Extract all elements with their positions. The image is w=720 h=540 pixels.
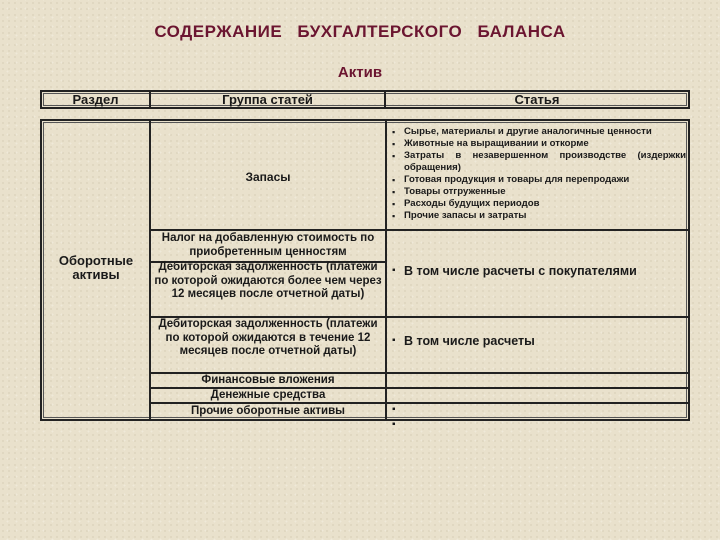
list-item: ▪ Готовая продукция и товары для перепродажи <box>392 174 630 185</box>
bullet-icon: ▪ <box>392 187 396 197</box>
group-inventory: Запасы <box>245 170 291 184</box>
group-financial: Финансовые вложения <box>201 374 335 386</box>
article-receivables-short: ▪ В том числе расчеты <box>392 334 535 348</box>
inventory-items <box>390 126 686 222</box>
group-other: Прочие оборотные активы <box>190 405 345 417</box>
slide-title: СОДЕРЖАНИЕ БУХГАЛТЕРСКОГО БАЛАНСА <box>154 22 566 41</box>
balance-table <box>40 119 690 430</box>
bullet-icon: ▪ <box>392 151 396 161</box>
header-table <box>40 90 690 109</box>
bullet-icon: ▪ <box>392 419 396 430</box>
slide-subtitle: Актив <box>337 64 383 81</box>
header-article: Статья <box>514 92 560 107</box>
bullet-icon: ▪ <box>392 211 396 221</box>
list-item: ▪ Животные на выращивании и откорме <box>392 138 589 149</box>
bullet-icon: ▪ <box>392 404 396 415</box>
divider-horizontal <box>151 229 688 231</box>
header-section: Раздел <box>42 92 151 107</box>
list-item: ▪ Сырье, материалы и другие аналогичные ценности <box>392 126 652 137</box>
list-item: ▪ Расходы будущих периодов <box>392 198 540 209</box>
bullet-icon: ▪ <box>392 265 396 276</box>
bullet-icon: ▪ <box>392 175 396 185</box>
group-receivables-long: Дебиторская задолженность (платежи по которой ожидаются более чем через 12 месяцев после отчетной даты) <box>154 261 382 300</box>
bullet-icon: ▪ <box>392 199 396 209</box>
article-receivables-long: ▪ В том числе расчеты с покупателями <box>392 264 637 278</box>
list-item: ▪ Товары отгруженные <box>392 186 506 197</box>
bullet-icon: ▪ <box>392 127 396 137</box>
bullet-icon: ▪ <box>392 335 396 346</box>
group-cash: Денежные средства <box>210 389 326 401</box>
list-item: ▪ Затраты в незавершенном производстве (издержки обращения) <box>392 150 686 173</box>
group-vat: Налог на добавленную стоимость по приобретенным ценностям <box>161 232 375 258</box>
bullet-icon: ▪ <box>392 139 396 149</box>
section-current-assets: Оборотные активы <box>58 253 134 282</box>
group-receivables-short: Дебиторская задолженность (платежи по которой ожидаются в течение 12 месяцев после отчетной даты) <box>158 318 378 357</box>
header-group: Группа статей <box>151 92 386 107</box>
divider-vertical <box>385 121 387 419</box>
list-item: ▪ Прочие запасы и затраты <box>392 210 527 221</box>
divider-vertical <box>149 121 151 419</box>
